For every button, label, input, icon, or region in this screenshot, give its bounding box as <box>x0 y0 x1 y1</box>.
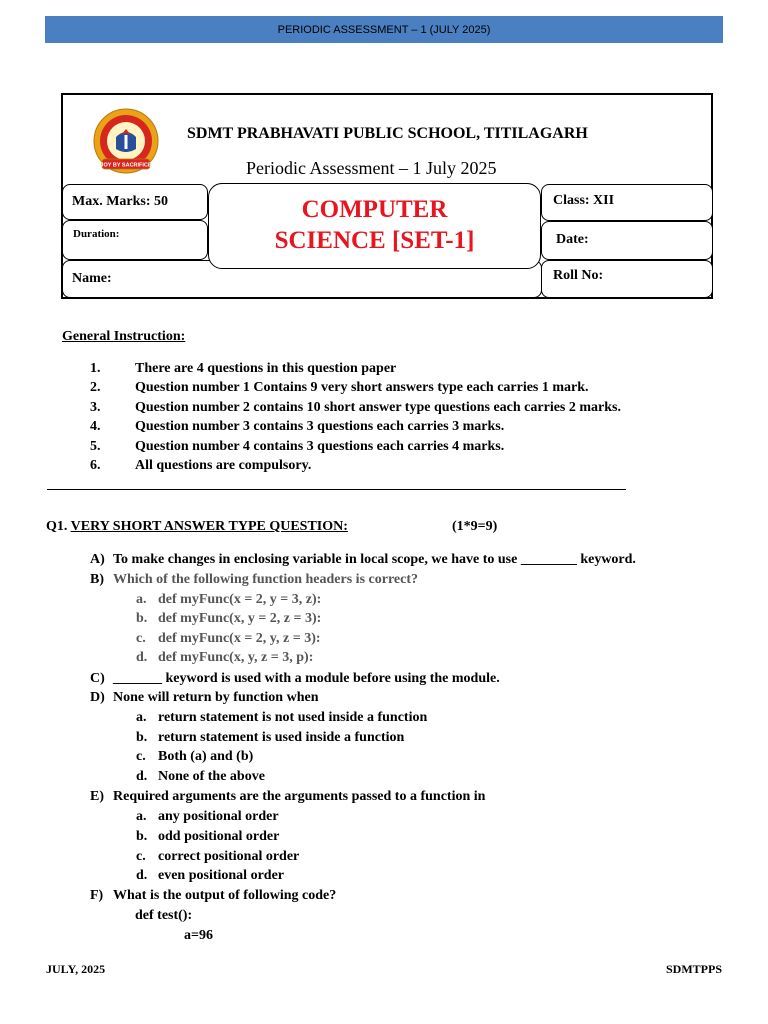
option: b. def myFunc(x, y = 2, z = 3): <box>136 611 322 626</box>
subject-line-2: SCIENCE [SET-1] <box>274 227 475 254</box>
instructions-list <box>90 361 621 477</box>
class-label: Class: XII <box>553 193 615 208</box>
duration-cell <box>62 220 208 260</box>
option: d. def myFunc(x, y, z = 3, p): <box>136 650 314 665</box>
logo-motto: JOY BY SACRIFICE <box>100 162 152 169</box>
question-f: F) What is the output of following code? <box>90 888 337 903</box>
option: c. Both (a) and (b) <box>136 749 254 764</box>
page-header-banner <box>45 16 723 43</box>
code-line: a=96 <box>184 928 213 943</box>
q1-marks: (1*9=9) <box>452 519 498 534</box>
name-label: Name: <box>72 271 112 286</box>
roll-cell <box>541 260 713 298</box>
list-item: 2. Question number 1 Contains 9 very short answers type each carries 1 mark. <box>90 380 589 396</box>
option: a. any positional order <box>136 809 279 824</box>
q1-title: VERY SHORT ANSWER TYPE QUESTION: <box>70 519 348 534</box>
assessment-title: Periodic Assessment – 1 July 2025 <box>246 158 497 178</box>
question-b: B) Which of the following function headers is correct? <box>90 572 418 587</box>
list-item: 3. Question number 2 contains 10 short answer type questions each carries 2 marks. <box>90 399 621 415</box>
divider <box>47 489 626 490</box>
date-cell <box>541 221 713 260</box>
option: d. even positional order <box>136 868 284 883</box>
max-marks-label: Max. Marks: 50 <box>72 194 169 209</box>
roll-label: Roll No: <box>553 268 604 283</box>
option: c. def myFunc(x = 2, y, z = 3): <box>136 631 321 646</box>
list-item: 5. Question number 4 contains 3 questions each carries 4 marks. <box>90 438 505 454</box>
header-text: PERIODIC ASSESSMENT – 1 (JULY 2025) <box>277 23 491 36</box>
list-item: 6. All questions are compulsory. <box>90 457 312 473</box>
option: b. return statement is used inside a function <box>136 730 405 745</box>
option: d. None of the above <box>136 769 265 784</box>
subject-line-1: COMPUTER <box>301 196 448 223</box>
list-item: 4. Question number 3 contains 3 questions each carries 3 marks. <box>90 419 505 435</box>
question-a: A) To make changes in enclosing variable in local scope, we have to use ________ keyword. <box>90 552 636 567</box>
class-cell <box>541 184 713 221</box>
school-name: SDMT PRABHAVATI PUBLIC SCHOOL, TITILAGARH <box>187 125 588 142</box>
footer-date: JULY, 2025 <box>46 962 106 976</box>
duration-label: Duration: <box>73 228 120 240</box>
question-c: C) _______ keyword is used with a module before using the module. <box>90 671 500 686</box>
option: b. odd positional order <box>136 829 280 844</box>
option: a. return statement is not used inside a function <box>136 710 428 725</box>
q1-number: Q1. <box>46 519 68 534</box>
max-marks-cell <box>62 184 208 220</box>
code-line: def test(): <box>135 908 193 923</box>
subject-title-box <box>208 183 541 269</box>
option: a. def myFunc(x = 2, y = 3, z): <box>136 592 322 607</box>
q1-heading <box>46 519 498 535</box>
question-e: E) Required arguments are the arguments passed to a function in <box>90 789 486 804</box>
option: c. correct positional order <box>136 849 300 864</box>
footer-school-code: SDMTPPS <box>665 962 722 976</box>
list-item: 1. There are 4 questions in this question paper <box>90 361 397 376</box>
question-d: D) None will return by function when <box>90 690 319 705</box>
school-logo <box>90 107 162 179</box>
instructions-heading: General Instruction: <box>62 329 186 344</box>
date-label: Date: <box>556 232 589 247</box>
